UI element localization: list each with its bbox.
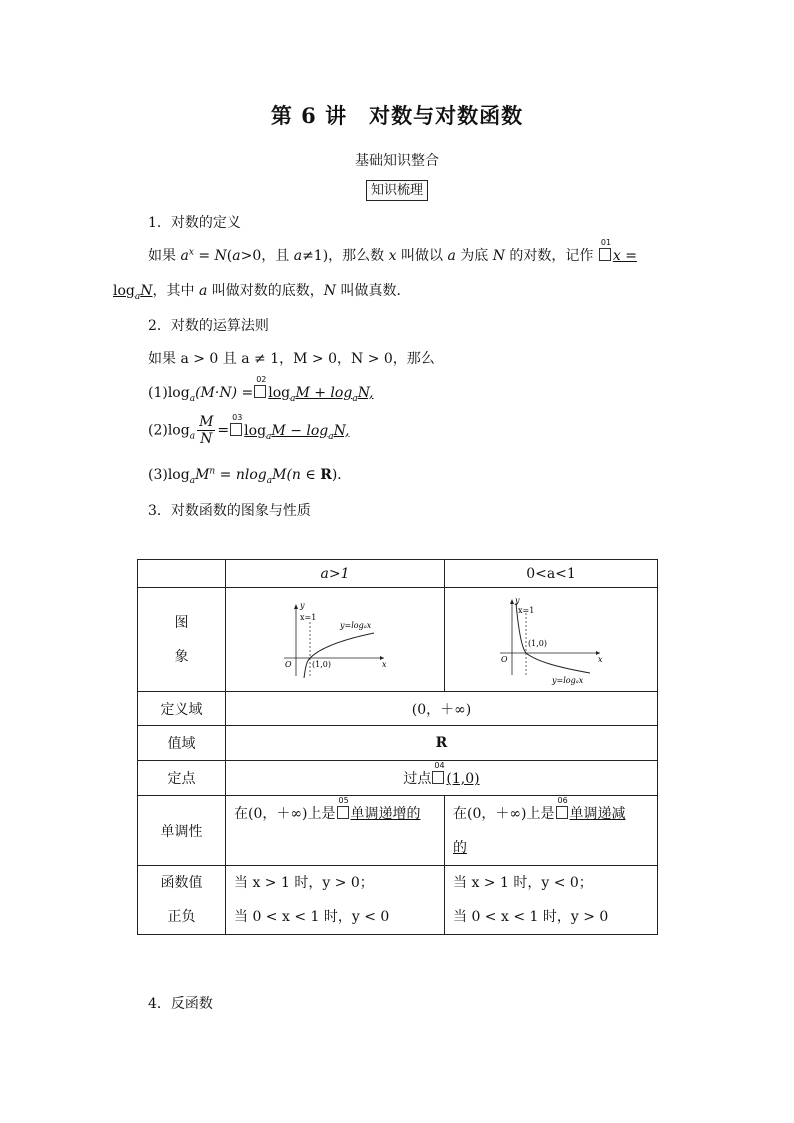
origin-label: O (501, 654, 508, 664)
log-curve (304, 633, 374, 678)
table-header-row (138, 560, 658, 588)
table-row-sign (138, 866, 658, 935)
decreasing-log-graph (496, 595, 606, 685)
fixed-point-label: 定点 (138, 761, 226, 796)
x-label: x (598, 654, 603, 664)
monotonicity-a-gt-1: 在(0，＋∞)上是 05 单调递增的 (226, 796, 445, 866)
origin-label: O (285, 659, 292, 669)
table-row-range (138, 726, 658, 761)
s1-definition-line1: 如果 $a^x = N(a>0$，且 a≠1)，那么数 x 叫做以 a 为底 N 的对数，记作 01 x = (148, 238, 637, 264)
range-value: R (226, 726, 658, 761)
graph-a-gt-1 (226, 588, 445, 692)
answer-01-part1: x = (612, 248, 637, 264)
header-a-gt-1: a>1 (226, 560, 445, 588)
sign-label: 函数值 正负 (138, 866, 226, 935)
graph-row-label: 图 象 (138, 588, 226, 692)
graph-a-lt-1 (445, 588, 658, 692)
x1-label: x=1 (300, 612, 317, 622)
fixed-point-value: 过点 04 (1,0) (226, 761, 658, 796)
range-label: 值域 (138, 726, 226, 761)
s3-heading: 3．对数函数的图象与性质 (148, 503, 311, 519)
s2-rule-3: $(3)\log_aM^n = nlog_aM(n$ ∈ R)． (148, 466, 352, 486)
page-title: 第 6 讲 对数与对数函数 (270, 103, 524, 128)
y-label: y (515, 595, 520, 605)
curve-label: y=logₐx (552, 675, 584, 685)
answer-marker-01: 01 (599, 248, 611, 261)
sign-a-gt-1: 当 x > 1 时，y > 0； 当 0 < x < 1 时，y < 0 (226, 866, 445, 935)
s4-heading: 4．反函数 (148, 996, 213, 1012)
header-empty-cell (138, 560, 226, 588)
answer-marker-02: 02 (254, 385, 266, 398)
sign-a-lt-1: 当 x > 1 时，y < 0； 当 0 < x < 1 时，y > 0 (445, 866, 658, 935)
section-subtitle: 基础知识整合 (355, 153, 439, 169)
s1-definition-line2: $\log_aN$，其中 a 叫做对数的底数，N 叫做真数． (113, 283, 411, 302)
log-function-properties-table (137, 559, 658, 935)
answer-01-part2: $\log_aN$ (113, 283, 153, 302)
answer-marker-05: 05 (337, 806, 349, 819)
section-box-label: 知识梳理 (366, 180, 428, 201)
table-row-domain (138, 692, 658, 726)
domain-value: (0，＋∞) (226, 692, 658, 726)
table-row-monotonicity (138, 796, 658, 866)
y-label: y (300, 600, 305, 610)
header-a-between-0-1: 0<a<1 (445, 560, 658, 588)
monotonicity-label: 单调性 (138, 796, 226, 866)
table-row-graph (138, 588, 658, 692)
point-label: (1,0) (312, 659, 331, 669)
s2-condition: 如果 a > 0 且 a ≠ 1，M > 0，N > 0，那么 (148, 351, 435, 367)
s2-rule-2: $(2)\log_a$ $\frac{M}{N}$ = 03 $\log_aM - \log_aN$, (148, 412, 350, 447)
s2-rule-1: $(1)\log_a(M\cdot N)$ = 02 $\log_aM + \log_aN$, (148, 375, 374, 404)
answer-marker-06: 06 (556, 806, 568, 819)
curve-label: y=logₐx (340, 620, 372, 630)
answer-marker-04: 04 (432, 771, 444, 784)
fraction-M-over-N: $\frac{M}{N}$ (199, 414, 214, 447)
monotonicity-a-lt-1: 在(0，＋∞)上是 06 单调递减 的 (445, 796, 658, 866)
increasing-log-graph (280, 600, 390, 680)
s2-heading: 2．对数的运算法则 (148, 318, 269, 334)
point-label: (1,0) (528, 638, 547, 648)
answer-marker-03: 03 (230, 423, 242, 436)
x1-label: x=1 (518, 605, 535, 615)
x-label: x (382, 659, 387, 669)
table-row-fixed-point (138, 761, 658, 796)
domain-label: 定义域 (138, 692, 226, 726)
s1-heading: 1．对数的定义 (148, 215, 241, 231)
